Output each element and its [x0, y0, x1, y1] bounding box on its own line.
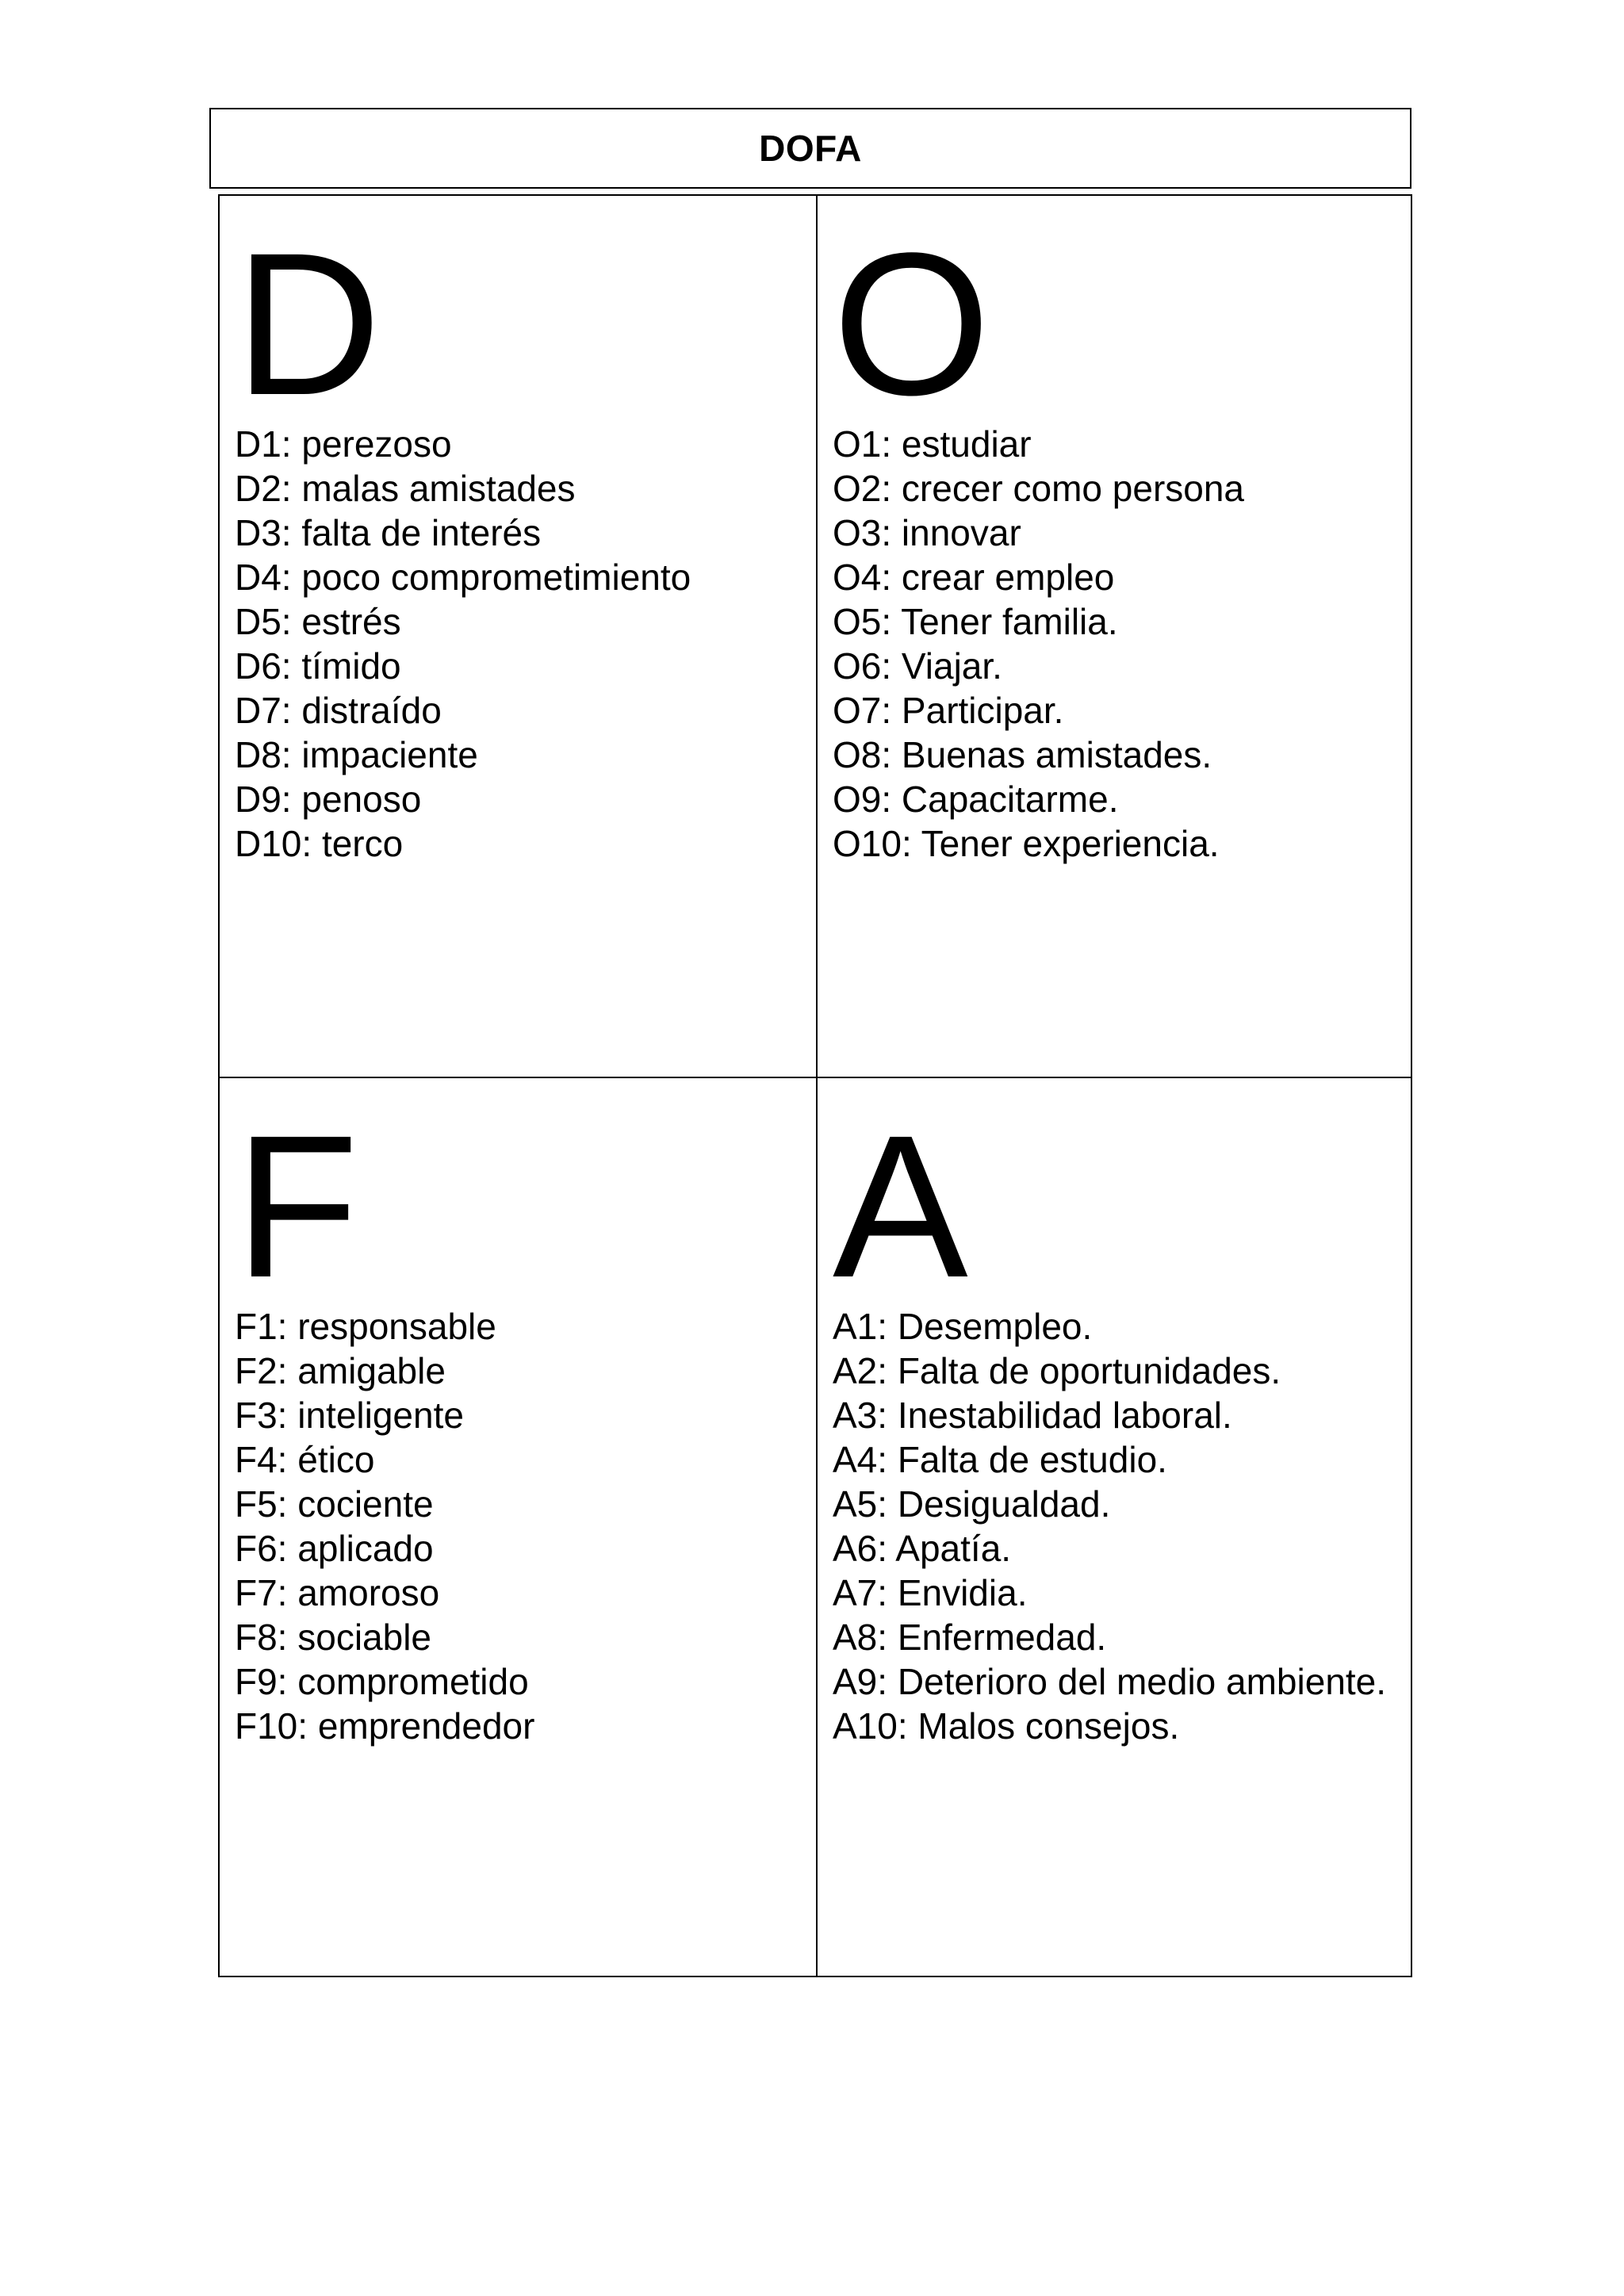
list-item: O6: Viajar.	[833, 645, 1002, 687]
quadrant-letter: O	[833, 211, 991, 438]
list-item: D4: poco comprometimiento	[235, 557, 691, 598]
list-item: F3: inteligente	[235, 1395, 464, 1436]
list-item: A10: Malos consejos.	[833, 1705, 1180, 1747]
list-item: A8: Enfermedad.	[833, 1617, 1107, 1658]
list-item: F4: ético	[235, 1439, 375, 1480]
list-item: A9: Deterioro del medio ambiente.	[833, 1661, 1387, 1702]
list-item: D1: perezoso	[235, 423, 452, 465]
list-item: D9: penoso	[235, 779, 422, 820]
quadrant-letter: D	[235, 211, 381, 438]
list-item: O9: Capacitarme.	[833, 779, 1119, 820]
list-item: F8: sociable	[235, 1617, 432, 1658]
list-item: D6: tímido	[235, 645, 401, 687]
quadrant-letter: A	[833, 1093, 968, 1320]
list-item: A5: Desigualdad.	[833, 1483, 1111, 1525]
item-list	[833, 1304, 1388, 1748]
list-item: O10: Tener experiencia.	[833, 823, 1220, 864]
dofa-grid	[218, 194, 1412, 1977]
quadrant-amenazas	[818, 1078, 1412, 1977]
quadrant-debilidades	[220, 196, 818, 1078]
list-item: A2: Falta de oportunidades.	[833, 1350, 1281, 1391]
page-title: DOFA	[759, 128, 862, 169]
list-item: F10: emprendedor	[235, 1705, 535, 1747]
item-list	[235, 1304, 790, 1748]
list-item: D7: distraído	[235, 690, 442, 731]
list-item: O4: crear empleo	[833, 557, 1115, 598]
item-list	[833, 422, 1388, 866]
quadrant-oportunidades	[818, 196, 1412, 1078]
list-item: O8: Buenas amistades.	[833, 734, 1212, 775]
list-item: F7: amoroso	[235, 1572, 440, 1613]
list-item: O5: Tener familia.	[833, 601, 1118, 642]
list-item: F1: responsable	[235, 1306, 496, 1347]
title-box	[209, 108, 1411, 189]
list-item: A6: Apatía.	[833, 1528, 1012, 1569]
list-item: F9: comprometido	[235, 1661, 529, 1702]
list-item: D10: terco	[235, 823, 404, 864]
list-item: A3: Inestabilidad laboral.	[833, 1395, 1232, 1436]
list-item: O3: innovar	[833, 512, 1021, 553]
list-item: F6: aplicado	[235, 1528, 434, 1569]
list-item: O2: crecer como persona	[833, 468, 1245, 509]
list-item: O7: Participar.	[833, 690, 1064, 731]
list-item: F5: cociente	[235, 1483, 434, 1525]
list-item: A7: Envidia.	[833, 1572, 1028, 1613]
quadrant-letter: F	[235, 1093, 359, 1320]
list-item: A4: Falta de estudio.	[833, 1439, 1167, 1480]
item-list	[235, 422, 790, 866]
list-item: D2: malas amistades	[235, 468, 576, 509]
list-item: O1: estudiar	[833, 423, 1032, 465]
list-item: F2: amigable	[235, 1350, 446, 1391]
list-item: A1: Desempleo.	[833, 1306, 1093, 1347]
list-item: D5: estrés	[235, 601, 401, 642]
list-item: D8: impaciente	[235, 734, 478, 775]
quadrant-fortalezas	[220, 1078, 818, 1977]
list-item: D3: falta de interés	[235, 512, 542, 553]
